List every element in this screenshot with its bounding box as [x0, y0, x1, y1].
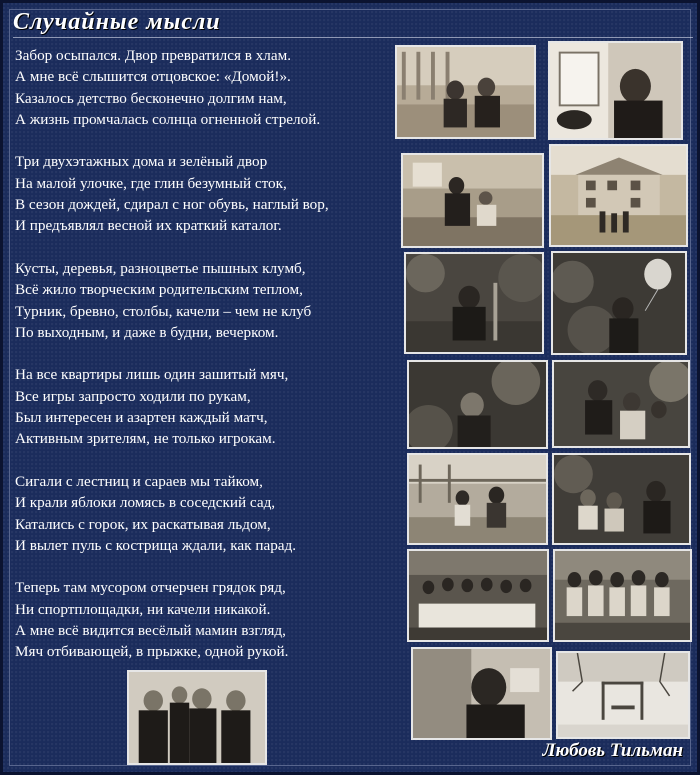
photo-family-portrait: [127, 670, 267, 765]
photo-party-table: [407, 549, 549, 642]
poem-line: Всё жило творческим родительским теплом,: [15, 281, 303, 299]
photo-group-in-garden: [552, 360, 690, 448]
poem-line: Катались с горок, их раскатывая льдом,: [15, 515, 271, 533]
poem-line: Кусты, деревья, разноцветье пышных клумб,: [15, 259, 306, 277]
stanza-6: [15, 577, 405, 662]
photo-two-storey-house: [549, 144, 688, 247]
photo-man-among-plants: [407, 360, 548, 449]
poem-line: На малой улочке, где глин безумный сток,: [15, 174, 287, 192]
poem-line: В сезон дождей, сдирал с ног обувь, наглый вор,: [15, 196, 329, 214]
poem-line: На все квартиры лишь один зашитый мяч,: [15, 366, 289, 384]
photo-kids-and-mother: [552, 453, 691, 545]
title-divider: [13, 37, 693, 38]
photo-children-in-yard: [407, 453, 548, 545]
poem-line: А мне всё слышится отцовское: «Домой!».: [15, 68, 291, 86]
poem-line: Активным зрителям, не только игрокам.: [15, 430, 276, 448]
photo-family-on-bench: [401, 153, 544, 248]
stanza-2: [15, 151, 405, 236]
poem: [15, 45, 405, 684]
poem-line: Теперь там мусором отчерчен грядок ряд,: [15, 579, 286, 597]
poem-line: Мяч отбивающей, в прыжке, одной рукой.: [15, 643, 289, 661]
photo-girl-reading: [411, 647, 552, 740]
poem-line: Все игры запросто ходили по рукам,: [15, 387, 251, 405]
poem-line: И предъявлял весной их краткий каталог.: [15, 217, 282, 235]
photo-snowy-yard-swing: [556, 651, 690, 739]
poem-line: По выходным, и даже в будни, вечерком.: [15, 323, 279, 341]
poem-line: А мне всё видится весёлый мамин взгляд,: [15, 622, 286, 640]
page-title: Случайные мысли: [13, 9, 221, 35]
stanza-1: [15, 45, 405, 130]
poem-line: Забор осыпался. Двор превратился в хлам.: [15, 47, 292, 64]
poem-line: Ни спортплощадки, ни качели никакой.: [15, 600, 271, 618]
stanza-3: [15, 258, 405, 343]
stanza-5: [15, 471, 405, 556]
author-signature: Любовь Тильман: [542, 740, 683, 761]
photo-children-group: [553, 549, 692, 642]
poem-line: А жизнь промчалась солнца огненной стрелой.: [15, 110, 321, 128]
stanza-4: [15, 364, 405, 449]
photo-couple-on-bench: [395, 45, 536, 139]
poem-line: Сигали с лестниц и сараев мы тайком,: [15, 472, 263, 490]
photo-woman-with-balloon: [551, 251, 687, 355]
poem-line: И крали яблоки ломясь в соседский сад,: [15, 494, 276, 512]
poem-line: Был интересен и азартен каждый матч,: [15, 409, 268, 427]
poem-line: Турник, бревно, столбы, качели – чем не клуб: [15, 302, 312, 320]
poem-line: Казалось детство бесконечно долгим нам,: [15, 89, 287, 107]
poem-line: И вылет пуль с кострища ждали, как парад.: [15, 536, 297, 554]
photo-woman-at-window: [548, 41, 683, 140]
poem-line: Три двухэтажных дома и зелёный двор: [15, 153, 268, 171]
photo-woman-in-garden: [404, 252, 544, 354]
